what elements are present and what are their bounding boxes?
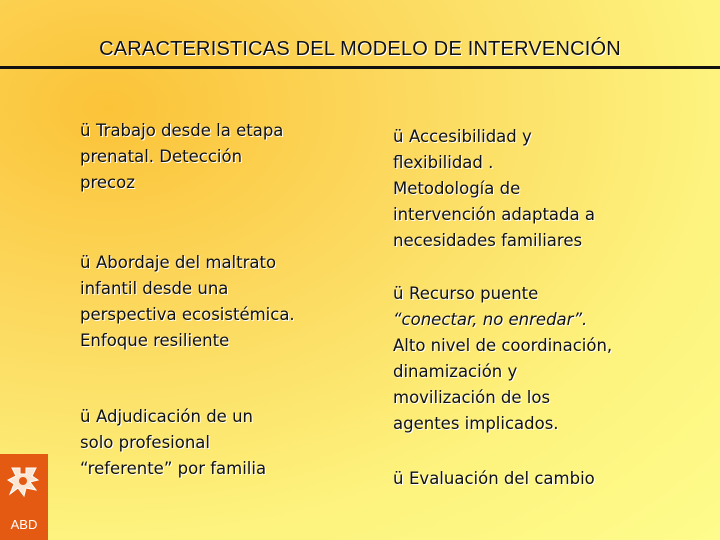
check-icon: ü xyxy=(80,253,91,272)
bullet-line: solo profesional xyxy=(80,433,210,452)
title-underline xyxy=(0,66,720,69)
bullet-item-abordaje-maltrato xyxy=(80,250,295,354)
bullet-line: Recurso puente xyxy=(409,284,539,303)
check-icon: ü xyxy=(80,121,91,140)
logo-label: ABD xyxy=(10,517,38,532)
bullet-line: dinamización y xyxy=(393,362,518,381)
bullet-line: necesidades familiares xyxy=(393,231,583,250)
bullet-line: agentes implicados. xyxy=(393,414,559,433)
check-icon: ü xyxy=(393,284,404,303)
bullet-line: Accesibilidad y xyxy=(409,127,532,146)
bullet-item-accesibilidad xyxy=(393,124,595,254)
bullet-line: Adjudicación de un xyxy=(96,407,253,426)
bullet-line: “referente” por familia xyxy=(80,459,267,478)
slide-title: CARACTERISTICAS DEL MODELO DE INTERVENCIÓN xyxy=(99,38,621,60)
bullet-item-recurso-puente xyxy=(393,281,612,437)
bullet-line: prenatal. Detección xyxy=(80,147,243,166)
bullet-line: infantil desde una xyxy=(80,279,229,298)
bullet-item-profesional-referente xyxy=(80,404,266,482)
bullet-line: movilización de los xyxy=(393,388,551,407)
check-icon: ü xyxy=(393,469,404,488)
bullet-line: Alto nivel de coordinación, xyxy=(393,336,613,355)
bullet-line: “conectar, no enredar”. xyxy=(393,310,588,329)
check-icon: ü xyxy=(80,407,91,426)
check-icon: ü xyxy=(393,127,404,146)
bullet-line: precoz xyxy=(80,173,135,192)
bullet-line: Enfoque resiliente xyxy=(80,331,230,350)
bullet-line: intervención adaptada a xyxy=(393,205,595,224)
bullet-line: perspectiva ecosistémica. xyxy=(80,305,295,324)
abd-emblem-icon xyxy=(6,464,42,500)
bullet-line: flexibilidad . xyxy=(393,153,494,172)
abd-logo xyxy=(0,454,48,540)
bullet-line: Trabajo desde la etapa xyxy=(96,121,284,140)
bullet-item-trabajo-prenatal xyxy=(80,118,283,196)
bullet-line: Evaluación del cambio xyxy=(409,469,595,488)
bullet-line: Abordaje del maltrato xyxy=(96,253,277,272)
bullet-item-evaluacion xyxy=(393,466,595,492)
bullet-line: Metodología de xyxy=(393,179,521,198)
